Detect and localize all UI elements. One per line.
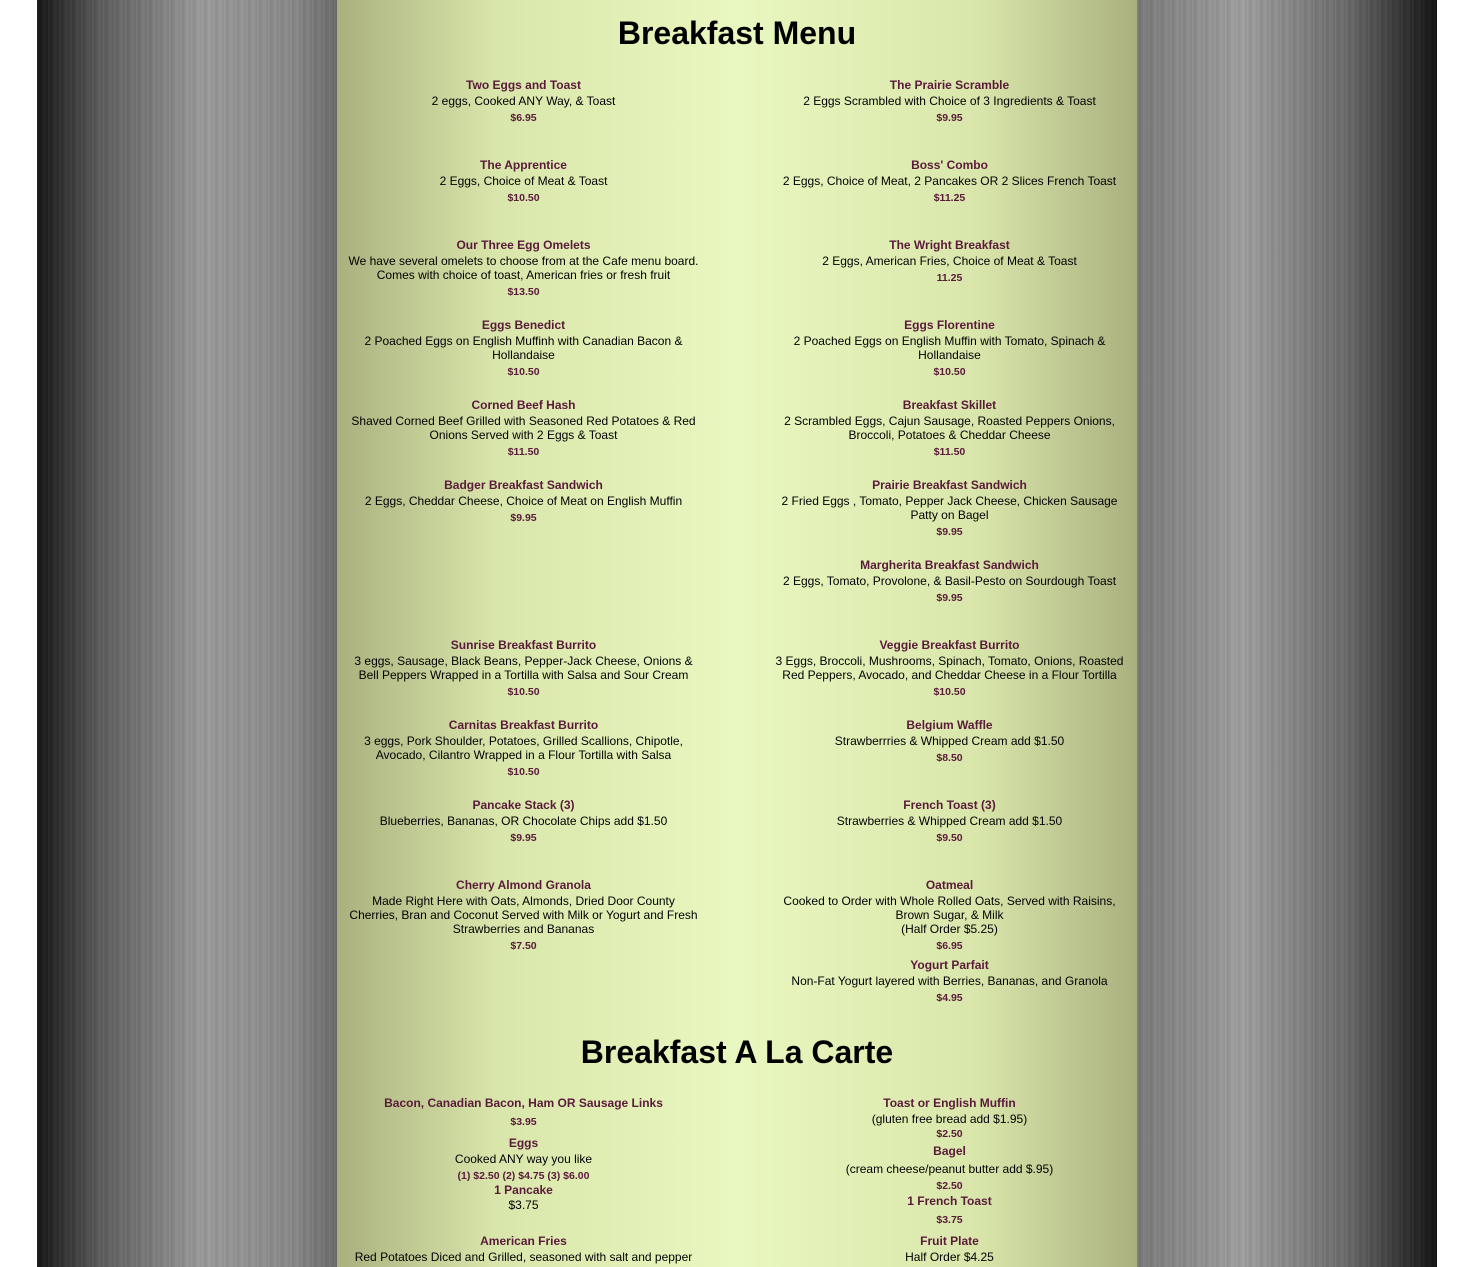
item-description: 3 Eggs, Broccoli, Mushrooms, Spinach, Tomato, Onions, Roasted Red Peppers, Avocado, and Cheddar Cheese in a Flour Tortilla (775, 654, 1124, 682)
item-price: $9.95 (936, 526, 963, 538)
item-price: $11.50 (507, 446, 540, 458)
item-price: $10.50 (933, 366, 966, 378)
item-name: Fruit Plate (920, 1234, 979, 1248)
item-description: 2 Eggs, Tomato, Provolone, & Basil-Pesto on Sourdough Toast (782, 574, 1117, 588)
item-description: 2 Fried Eggs , Tomato, Pepper Jack Cheese, Chicken Sausage Patty on Bagel (781, 494, 1118, 522)
item-name: The Wright Breakfast (889, 238, 1010, 252)
item-description: Made Right Here with Oats, Almonds, Dried Door County Cherries, Bran and Coconut Served with Milk or Yogurt and Fresh Strawberries and Bananas (349, 894, 698, 936)
item-price: $9.50 (936, 832, 963, 844)
menu-item (347, 716, 700, 779)
menu-item (773, 316, 1126, 379)
item-description: Half Order $4.25 (905, 1250, 994, 1264)
item-name: Prairie Breakfast Sandwich (872, 478, 1027, 492)
item-price: $4.95 (936, 992, 963, 1004)
menu-item (773, 396, 1126, 459)
item-description: Red Potatoes Diced and Grilled, seasoned with salt and pepper (354, 1250, 693, 1264)
menu-item (347, 76, 700, 125)
menu-item (773, 236, 1126, 285)
item-description: We have several omelets to choose from at the Cafe menu board. Comes with choice of toast, American fries or fresh fruit (348, 254, 699, 282)
item-description: 2 Poached Eggs on English Muffin with Tomato, Spinach & Hollandaise (793, 334, 1106, 362)
item-price: $6.95 (936, 940, 963, 952)
item-name: 1 French Toast (907, 1194, 992, 1208)
wood-background-right (1137, 0, 1437, 1267)
item-price: $2.50 (936, 1128, 963, 1140)
item-price: 11.25 (936, 272, 963, 284)
item-description: Shaved Corned Beef Grilled with Seasoned Red Potatoes & Red Onions Served with 2 Eggs & Toast (351, 414, 696, 442)
item-price: $2.50 (936, 1180, 963, 1192)
menu-item (347, 876, 700, 953)
item-name: Two Eggs and Toast (466, 78, 581, 92)
item-name: Cherry Almond Granola (456, 878, 591, 892)
alacarte-item (347, 1232, 700, 1264)
item-price: $8.50 (936, 752, 963, 764)
menu-item (773, 476, 1126, 539)
menu-item (347, 156, 700, 205)
menu-item (773, 796, 1126, 845)
item-name: The Prairie Scramble (889, 78, 1010, 92)
item-description: Cooked ANY way you like (454, 1152, 593, 1166)
item-price: $10.50 (507, 192, 540, 204)
menu-item (773, 556, 1126, 605)
menu-page (337, 0, 1137, 1267)
item-description: 3 eggs, Sausage, Black Beans, Pepper-Jack Cheese, Onions & Bell Peppers Wrapped in a Tortilla with Salsa and Sour Cream (354, 654, 693, 682)
menu-item (347, 636, 700, 699)
item-price: $3.75 (936, 1214, 963, 1226)
item-name: Eggs (508, 1136, 539, 1150)
item-name: Badger Breakfast Sandwich (444, 478, 603, 492)
item-price: $13.50 (507, 286, 540, 298)
item-price: $10.50 (507, 686, 540, 698)
alacarte-item (773, 1232, 1126, 1264)
item-name: Pancake Stack (3) (472, 798, 575, 812)
item-description: Cooked to Order with Whole Rolled Oats, Served with Raisins, Brown Sugar, & Milk (783, 894, 1116, 922)
menu-item (773, 636, 1126, 699)
item-name: Our Three Egg Omelets (456, 238, 591, 252)
item-name: American Fries (480, 1234, 567, 1248)
item-price: $6.95 (510, 112, 537, 124)
item-price: $9.95 (936, 592, 963, 604)
item-name: Sunrise Breakfast Burrito (450, 638, 597, 652)
item-name: Yogurt Parfait (910, 958, 989, 972)
alacarte-title: Breakfast A La Carte (580, 1034, 894, 1070)
alacarte-item (773, 1192, 1126, 1227)
menu-title: Breakfast Menu (617, 15, 857, 51)
item-name: Toast or English Muffin (883, 1096, 1016, 1110)
menu-item (773, 876, 1126, 953)
item-description: 2 Scrambled Eggs, Cajun Sausage, Roasted Peppers Onions, Broccoli, Potatoes & Cheddar Cheese (784, 414, 1115, 442)
menu-item (773, 76, 1126, 125)
item-name: French Toast (3) (903, 798, 996, 812)
item-name: Oatmeal (925, 878, 974, 892)
item-description: 2 Eggs, Choice of Meat, 2 Pancakes OR 2 Slices French Toast (782, 174, 1117, 188)
item-description: Blueberries, Bananas, OR Chocolate Chips add $1.50 (379, 814, 668, 828)
alacarte-item (347, 1182, 700, 1212)
menu-item (347, 236, 700, 299)
item-name: Bacon, Canadian Bacon, Ham OR Sausage Links (384, 1096, 663, 1110)
item-note: (Half Order $5.25) (901, 922, 998, 936)
menu-item (347, 316, 700, 379)
item-name: Corned Beef Hash (471, 398, 576, 412)
menu-item (773, 716, 1126, 765)
item-description: 2 eggs, Cooked ANY Way, & Toast (431, 94, 616, 108)
item-description: (cream cheese/peanut butter add $.95) (845, 1162, 1054, 1176)
item-name: Bagel (933, 1144, 966, 1158)
item-description: 2 Eggs Scrambled with Choice of 3 Ingredients & Toast (803, 94, 1096, 108)
item-price: $9.95 (510, 512, 537, 524)
item-price: $11.25 (933, 192, 966, 204)
item-name: Eggs Benedict (481, 318, 566, 332)
menu-item (347, 476, 700, 525)
item-name: The Apprentice (480, 158, 567, 172)
item-description: Strawberries & Whipped Cream add $1.50 (836, 814, 1063, 828)
alacarte-item (773, 1094, 1126, 1141)
item-price: $9.95 (936, 112, 963, 124)
item-price: $7.50 (510, 940, 537, 952)
item-price: $3.95 (510, 1116, 537, 1128)
menu-item (347, 796, 700, 845)
menu-item (773, 156, 1126, 205)
item-description: (gluten free bread add $1.95) (871, 1112, 1028, 1126)
item-description: Strawberrries & Whipped Cream add $1.50 (834, 734, 1065, 748)
item-name: Boss' Combo (911, 158, 988, 172)
item-description: 2 Eggs, Choice of Meat & Toast (439, 174, 608, 188)
item-price: (1) $2.50 (2) $4.75 (3) $6.00 (457, 1170, 590, 1182)
item-name: Margherita Breakfast Sandwich (860, 558, 1039, 572)
item-name: 1 Pancake (494, 1183, 553, 1197)
item-price: $3.75 (508, 1198, 539, 1212)
alacarte-item (347, 1094, 700, 1129)
item-price: $9.95 (510, 832, 537, 844)
item-price: $10.50 (507, 366, 540, 378)
item-price: $10.50 (933, 686, 966, 698)
item-description: Non-Fat Yogurt layered with Berries, Bananas, and Granola (791, 974, 1108, 988)
wood-background-left (37, 0, 337, 1267)
item-description: 3 eggs, Pork Shoulder, Potatoes, Grilled Scallions, Chipotle, Avocado, Cilantro Wrapped in a Flour Tortilla with Salsa (364, 734, 683, 762)
item-name: Carnitas Breakfast Burrito (448, 718, 599, 732)
item-name: Eggs Florentine (904, 318, 995, 332)
alacarte-item (347, 1134, 700, 1183)
item-name: Breakfast Skillet (902, 398, 997, 412)
item-price: $11.50 (933, 446, 966, 458)
item-price: $10.50 (507, 766, 540, 778)
alacarte-item (773, 1142, 1126, 1193)
item-description: 2 Eggs, Cheddar Cheese, Choice of Meat on English Muffin (364, 494, 683, 508)
item-name: Belgium Waffle (906, 718, 993, 732)
item-name: Veggie Breakfast Burrito (879, 638, 1020, 652)
item-description: 2 Poached Eggs on English Muffinh with Canadian Bacon & Hollandaise (364, 334, 683, 362)
menu-item (773, 956, 1126, 1005)
menu-item (347, 396, 700, 459)
item-description: 2 Eggs, American Fries, Choice of Meat & Toast (822, 254, 1077, 268)
